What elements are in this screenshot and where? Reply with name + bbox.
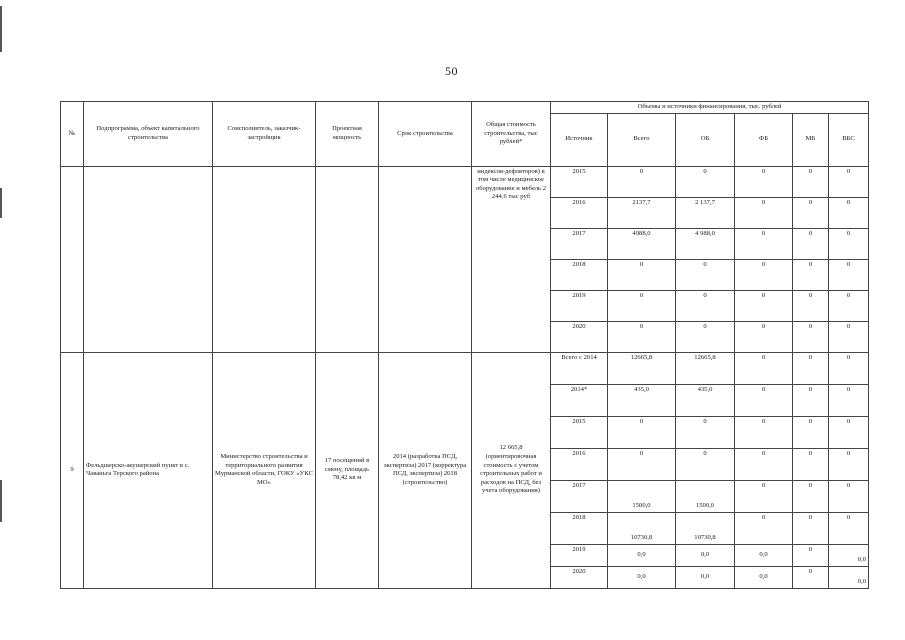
cell-ob: 0: [676, 166, 735, 197]
cell-source: 2017: [551, 480, 608, 512]
cell-ob: 10730,8: [676, 512, 735, 544]
cell-fb: 0: [735, 321, 793, 352]
cell-vbs: 0: [829, 197, 869, 228]
cell-source: 2014*: [551, 384, 608, 416]
cell-ob: 0: [676, 416, 735, 448]
cell-ob: 0: [676, 321, 735, 352]
cell-mb: 0: [793, 290, 829, 321]
cell-fb: 0: [735, 197, 793, 228]
cell-fb: 0: [735, 352, 793, 384]
cell-total: 12665,8: [608, 352, 676, 384]
cell-vbs: 0,0: [829, 566, 869, 588]
cell-source: 2015: [551, 166, 608, 197]
cell-vbs: 0: [829, 480, 869, 512]
cell-fb: 0: [735, 480, 793, 512]
cell-vbs: 0: [829, 416, 869, 448]
table-row: [61, 352, 869, 384]
cell-ob: 0: [676, 259, 735, 290]
cell-ob: 0,0: [676, 544, 735, 566]
cell-vbs: 0,0: [829, 544, 869, 566]
header-capacity: Проектная мощность: [316, 102, 379, 167]
cell-vbs: 0: [829, 512, 869, 544]
header-cost: Общая стоимость строительства, тыс рублей*: [472, 102, 551, 167]
cell-no: [61, 166, 84, 352]
cell-mb: 0: [793, 448, 829, 480]
cell-total: 0: [608, 290, 676, 321]
cell-no: 9: [61, 352, 84, 588]
cell-total: 435,0: [608, 384, 676, 416]
cell-total: 0: [608, 321, 676, 352]
cell-source: 2020: [551, 321, 608, 352]
cell-mb: 0: [793, 384, 829, 416]
cell-mb: 0: [793, 416, 829, 448]
cell-cost-note: индексов-дефляторов) в том числе медицинское оборудование и мебель 2 244,6 тыс руб: [472, 166, 551, 352]
cell-ob: 0: [676, 448, 735, 480]
cell-fb: 0: [735, 512, 793, 544]
cell-mb: 0: [793, 197, 829, 228]
header-executor: Соисполнитель, заказчик-застройщик: [213, 102, 316, 167]
cell-source: 2018: [551, 259, 608, 290]
cell-fb: 0,0: [735, 566, 793, 588]
cell-total: 2137,7: [608, 197, 676, 228]
cell-total: 0: [608, 259, 676, 290]
cell-total: 4988,0: [608, 228, 676, 259]
cell-fb: 0: [735, 166, 793, 197]
cell-source: 2019: [551, 544, 608, 566]
cell-mb: 0: [793, 480, 829, 512]
cell-vbs: 0: [829, 384, 869, 416]
cell-mb: 0: [793, 566, 829, 588]
cell-vbs: 0: [829, 290, 869, 321]
cell-executor: Министерство строительства и территориального развития Мурманской области, ГОКУ «УКС МО»: [213, 352, 316, 588]
cell-source: Всего с 2014: [551, 352, 608, 384]
cell-executor: [213, 166, 316, 352]
cell-ob: 0,0: [676, 566, 735, 588]
header-fb: ФБ: [735, 113, 793, 166]
cell-total: 1500,0: [608, 480, 676, 512]
cell-ob: 2 137,7: [676, 197, 735, 228]
cell-subprogram: Фельдшерско-акушерский пункт в с. Чаваньга Терского района: [84, 352, 213, 588]
cell-mb: 0: [793, 228, 829, 259]
cell-total: 0,0: [608, 544, 676, 566]
cell-vbs: 0: [829, 352, 869, 384]
page-edge-mark: [0, 6, 2, 52]
cell-ob: 0: [676, 290, 735, 321]
header-funding-group: Объемы и источники финансирования, тыс. рублей: [551, 102, 869, 114]
cell-total: 0: [608, 166, 676, 197]
cell-total: 10730,8: [608, 512, 676, 544]
cell-fb: 0: [735, 228, 793, 259]
page-number: 50: [445, 64, 458, 78]
cell-cost: 12 665,8 (ориентировочная стоимость с учетом строительных работ и расходов на ПСД, без учета оборудования): [472, 352, 551, 588]
cell-ob: 1500,0: [676, 480, 735, 512]
header-source: Источник: [551, 113, 608, 166]
header-term: Срок строительства: [379, 102, 472, 167]
cell-mb: 0: [793, 321, 829, 352]
cell-source: 2015: [551, 416, 608, 448]
cell-ob: 4 988,0: [676, 228, 735, 259]
header-ob: ОБ: [676, 113, 735, 166]
cell-fb: 0: [735, 416, 793, 448]
header-mb: МБ: [793, 113, 829, 166]
page-edge-mark: [0, 480, 2, 522]
cell-source: 2018: [551, 512, 608, 544]
cell-vbs: 0: [829, 448, 869, 480]
cell-subprogram: [84, 166, 213, 352]
cell-ob: 435,0: [676, 384, 735, 416]
cell-mb: 0: [793, 512, 829, 544]
cell-term: [379, 166, 472, 352]
cell-mb: 0: [793, 544, 829, 566]
page-edge-mark: [0, 188, 2, 218]
table-row: [61, 166, 869, 197]
cell-total: 0: [608, 416, 676, 448]
header-total: Всего: [608, 113, 676, 166]
cell-source: 2017: [551, 228, 608, 259]
cell-capacity: 17 посещений в смену, площадь 78,42 кв м: [316, 352, 379, 588]
cell-fb: 0: [735, 290, 793, 321]
cell-fb: 0: [735, 259, 793, 290]
cell-source: 2020: [551, 566, 608, 588]
cell-mb: 0: [793, 352, 829, 384]
cell-fb: 0,0: [735, 544, 793, 566]
cell-vbs: 0: [829, 166, 869, 197]
header-subprogram: Подпрограмма, объект капитального строительства: [84, 102, 213, 167]
cell-source: 2016: [551, 197, 608, 228]
cell-total: 0: [608, 448, 676, 480]
cell-mb: 0: [793, 166, 829, 197]
header-vbs: ВБС: [829, 113, 869, 166]
header-no: №: [61, 102, 84, 167]
cell-fb: 0: [735, 448, 793, 480]
cell-ob: 12665,8: [676, 352, 735, 384]
cell-fb: 0: [735, 384, 793, 416]
cell-vbs: 0: [829, 321, 869, 352]
cell-term: 2014 (разработка ПСД, экспертиза) 2017 (корректура ПСД, экспертиза) 2018 (строительство): [379, 352, 472, 588]
cell-source: 2016: [551, 448, 608, 480]
cell-capacity: [316, 166, 379, 352]
financing-table: [60, 101, 869, 589]
cell-mb: 0: [793, 259, 829, 290]
cell-vbs: 0: [829, 259, 869, 290]
cell-source: 2019: [551, 290, 608, 321]
cell-total: 0,0: [608, 566, 676, 588]
cell-vbs: 0: [829, 228, 869, 259]
